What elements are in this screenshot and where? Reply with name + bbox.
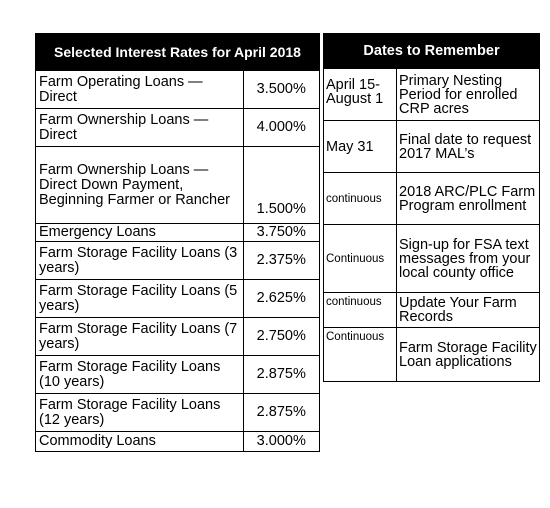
interest-rate: 1.500% — [243, 147, 319, 224]
event-description: Update Your Farm Records — [397, 293, 540, 328]
date-label: Continuous — [324, 225, 397, 293]
date-label: continuous — [324, 293, 397, 328]
loan-type: Commodity Loans — [36, 432, 244, 452]
interest-rate: 2.875% — [243, 356, 319, 394]
date-label: continuous — [324, 173, 397, 225]
rate-row — [36, 242, 320, 280]
rates-table-title: Selected Interest Rates for April 2018 — [36, 34, 320, 71]
date-label: Continuous — [324, 328, 397, 382]
date-row — [324, 69, 540, 121]
interest-rate: 3.750% — [243, 224, 319, 242]
loan-type: Farm Storage Facility Loans (5 years) — [36, 280, 244, 318]
loan-type: Farm Ownership Loans — Direct Down Payment, Beginning Farmer or Rancher — [36, 147, 244, 224]
interest-rate: 2.750% — [243, 318, 319, 356]
date-label: April 15- August 1 — [324, 69, 397, 121]
rate-row — [36, 394, 320, 432]
loan-type: Emergency Loans — [36, 224, 244, 242]
loan-type: Farm Storage Facility Loans (3 years) — [36, 242, 244, 280]
interest-rate: 3.500% — [243, 71, 319, 109]
loan-type: Farm Operating Loans — Direct — [36, 71, 244, 109]
interest-rate: 2.875% — [243, 394, 319, 432]
event-description: Farm Storage Facility Loan applications — [397, 328, 540, 382]
dates-table-title: Dates to Remember — [324, 34, 540, 69]
event-description: 2018 ARC/PLC Farm Program enrollment — [397, 173, 540, 225]
date-row — [324, 225, 540, 293]
rate-row — [36, 356, 320, 394]
interest-rate: 2.375% — [243, 242, 319, 280]
interest-rate: 3.000% — [243, 432, 319, 452]
rate-row — [36, 432, 320, 452]
event-description: Final date to request 2017 MAL’s — [397, 121, 540, 173]
interest-rate: 4.000% — [243, 109, 319, 147]
rates-header-row — [36, 34, 320, 71]
event-description: Sign-up for FSA text messages from your local county office — [397, 225, 540, 293]
event-description: Primary Nesting Period for enrolled CRP acres — [397, 69, 540, 121]
date-row — [324, 293, 540, 328]
loan-type: Farm Storage Facility Loans (10 years) — [36, 356, 244, 394]
interest-rates-table — [35, 33, 320, 452]
date-label: May 31 — [324, 121, 397, 173]
rate-row — [36, 318, 320, 356]
date-row — [324, 173, 540, 225]
rate-row — [36, 109, 320, 147]
interest-rate: 2.625% — [243, 280, 319, 318]
loan-type: Farm Storage Facility Loans (7 years) — [36, 318, 244, 356]
rate-row — [36, 147, 320, 224]
rate-row — [36, 71, 320, 109]
dates-to-remember-table — [323, 33, 540, 382]
loan-type: Farm Storage Facility Loans (12 years) — [36, 394, 244, 432]
rate-row — [36, 280, 320, 318]
dates-header-row — [324, 34, 540, 69]
rate-row — [36, 224, 320, 242]
date-row — [324, 121, 540, 173]
loan-type: Farm Ownership Loans — Direct — [36, 109, 244, 147]
date-row — [324, 328, 540, 382]
